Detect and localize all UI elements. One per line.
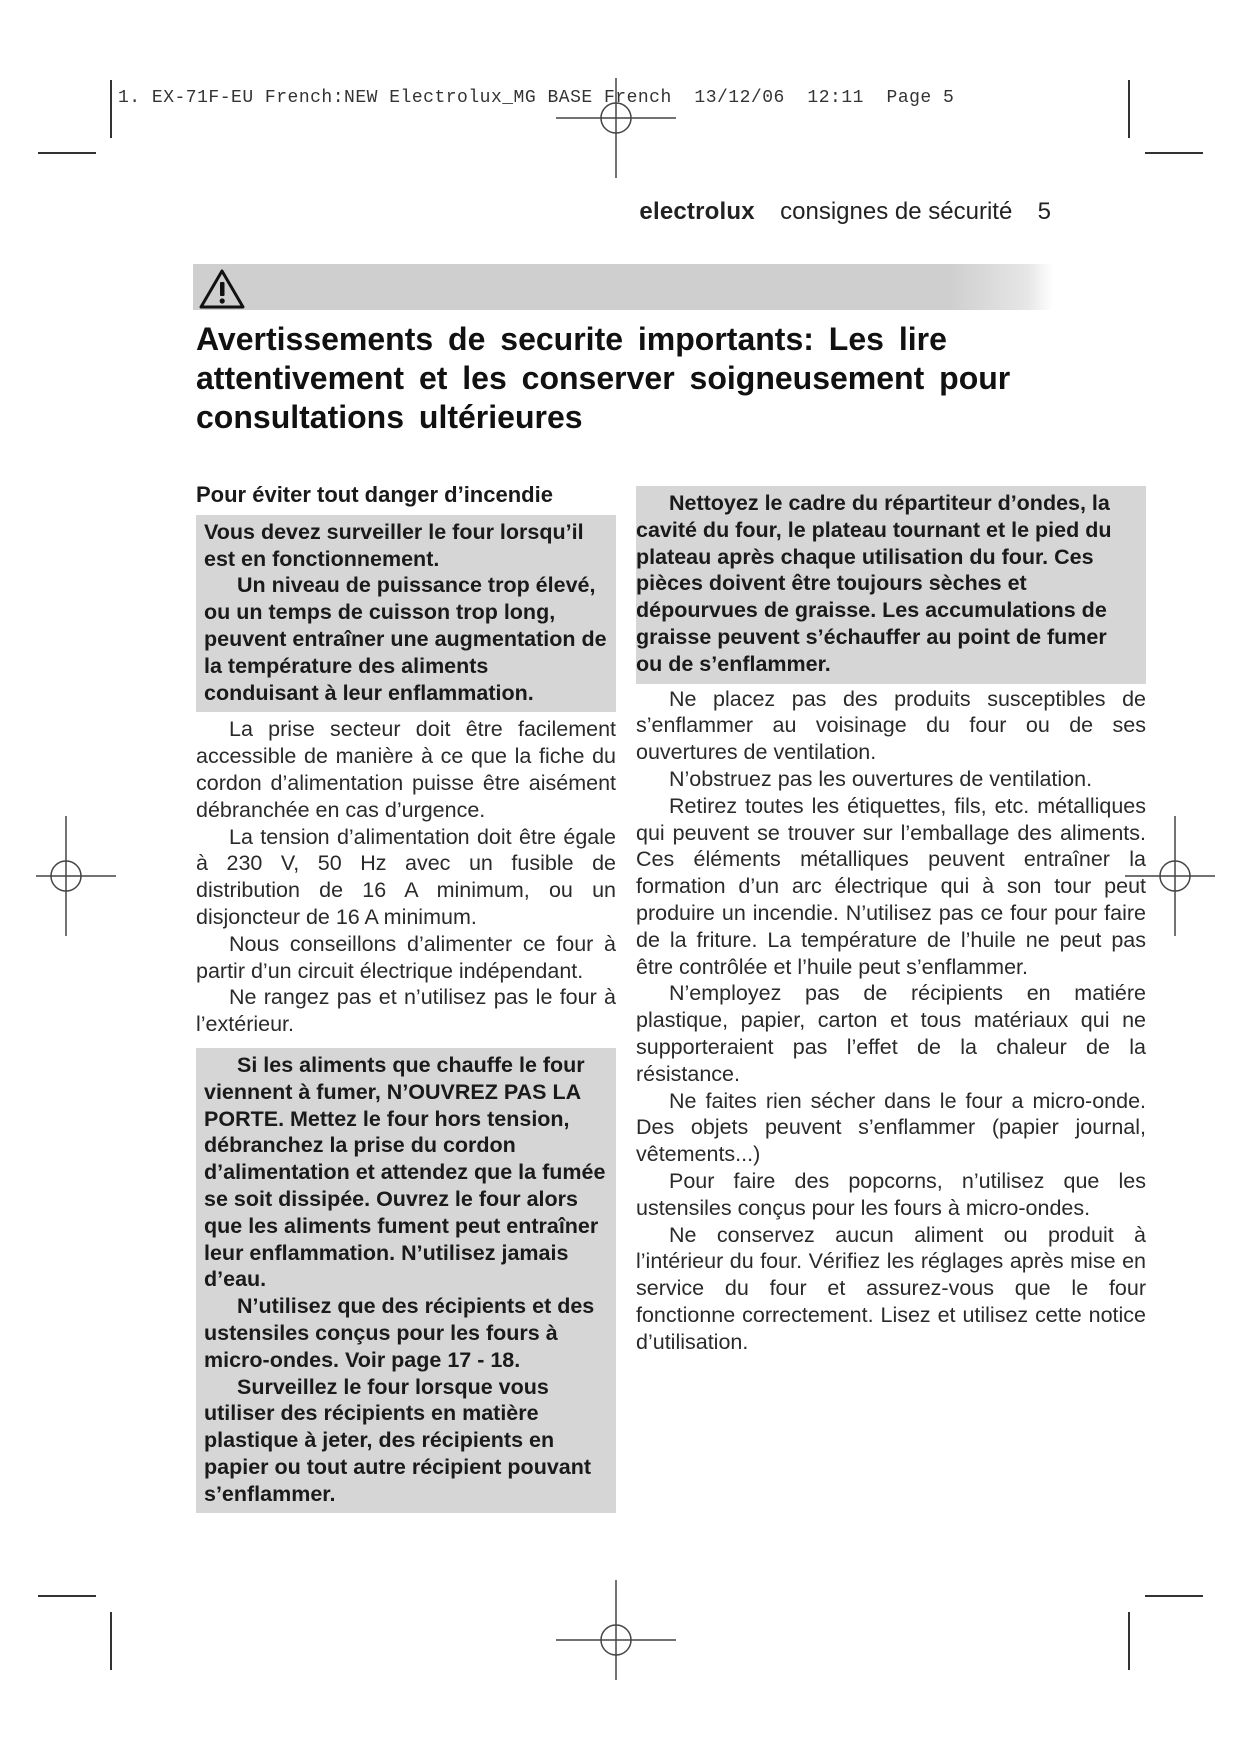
paragraph: Nous conseillons d’alimenter ce four à partir d’un circuit électrique indépendant.: [196, 931, 616, 983]
warning-paragraph: Nettoyez le cadre du répartiteur d’ondes, la cavité du four, le plateau tournant et le pied du plateau après chaque utilisation du four. Ces pièces doivent être toujours sèches et dépourvues de graisse. Les accumulations de graisse peuvent s’échauffer au point de fumer ou de s’enflammer.: [636, 491, 1112, 676]
paragraph: Ne placez pas des produits susceptibles de s’enflammer au voisinage du four ou de ses ouvertures de ventilation.: [636, 686, 1146, 765]
paragraph: La prise secteur doit être facilement accessible de manière à ce que la fiche du cordon d’alimentation puisse être aisément débranchée en cas d’urgence.: [196, 717, 616, 822]
registration-mark-icon: [556, 58, 676, 178]
paragraph: Pour faire des popcorns, n’utilisez que les ustensiles conçus pour les fours à micro-ondes.: [636, 1168, 1146, 1220]
crop-mark: [38, 152, 96, 154]
paragraph: N’obstruez pas les ouvertures de ventilation.: [669, 766, 1093, 791]
paragraph: La tension d’alimentation doit être égale à 230 V, 50 Hz avec un fusible de distribution de 16 A minimum, ou un disjoncteur de 16 A minimum.: [196, 824, 616, 929]
crop-mark: [38, 1595, 96, 1597]
page-title: Avertissements de securite importants: Les lire attentivement et les conserver soigneusement pour consultations ultérieures: [196, 321, 1011, 435]
paragraph: Ne faites rien sécher dans le four a micro-onde. Des objets peuvent s’enflammer (papier journal, vêtements...): [636, 1088, 1146, 1167]
right-column: [636, 486, 1146, 1356]
warning-banner: [193, 264, 1053, 310]
body-text: [636, 686, 1146, 1356]
registration-mark-icon: [6, 816, 126, 936]
warning-paragraph: Si les aliments que chauffe le four viennent à fumer, N’OUVREZ PAS LA PORTE. Mettez le four hors tension, débranchez la prise du cordon d’alimentation et attendez que la fumée se soit dissipée. Ouvrez le four alors que les aliments fument peut entraîner leur enflammation. N’utilisez jamais d’eau.: [204, 1052, 606, 1292]
subheading: Pour éviter tout danger d’incendie: [196, 482, 553, 507]
paragraph: N’employez pas de récipients en matiére plastique, papier, carton et tous matériaux qui ne supporteraient pas l’effet de la chaleur de la résistance.: [636, 981, 1146, 1086]
warning-paragraph: Surveillez le four lorsque vous utiliser des récipients en matière plastique à jeter, des récipients en papier ou tout autre récipient pouvant s’enflammer.: [204, 1374, 592, 1506]
warning-paragraph: Un niveau de puissance trop élevé, ou un temps de cuisson trop long, peuvent entraîner une augmentation de la température des aliments conduisant à leur enflammation.: [204, 573, 607, 705]
crop-mark: [1128, 80, 1130, 138]
warning-box: [636, 486, 1146, 684]
print-slug: 1. EX-71F-EU French:NEW Electrolux_MG BASE French 13/12/06 12:11 Page 5: [118, 88, 955, 108]
brand-name: electrolux: [639, 198, 755, 225]
crop-mark: [110, 1612, 112, 1670]
warning-box: [196, 1048, 616, 1514]
crop-mark: [1145, 1595, 1203, 1597]
warning-triangle-icon: [198, 268, 246, 310]
section-title: consignes de sécurité: [780, 198, 1013, 225]
paragraph: Ne conservez aucun aliment ou produit à l’intérieur du four. Vérifiez les réglages après mise en service du four et assurez-vous que le four fonctionne correctement. Lisez et utilisez cette notice d’utilisation.: [636, 1222, 1146, 1354]
warning-paragraph: Vous devez surveiller le four lorsqu’il est en fonctionnement.: [204, 519, 584, 571]
paragraph: Retirez toutes les étiquettes, fils, etc. métalliques qui peuvent se trouver sur l’emballage des aliments. Ces éléments métalliques peuvent entraîner la formation d’un arc électrique qui à son tour peut produire un incendie. N’utilisez pas ce four pour faire de la friture. La température de l’huile ne peut pas être contrôlée et l’huile peut s’enflammer.: [636, 793, 1146, 979]
crop-mark: [1145, 152, 1203, 154]
warning-box: [196, 515, 616, 713]
paragraph: Ne rangez pas et n’utilisez pas le four à l’extérieur.: [196, 985, 616, 1037]
warning-paragraph: N’utilisez que des récipients et des ustensiles conçus pour les fours à micro-ondes. Voir page 17 - 18.: [204, 1294, 595, 1372]
body-text: [196, 716, 616, 1038]
running-header: [639, 198, 1051, 226]
crop-mark: [1128, 1612, 1130, 1670]
crop-mark: [110, 80, 112, 138]
page-number: 5: [1037, 198, 1051, 225]
left-column: [196, 482, 616, 1517]
registration-mark-icon: [556, 1580, 676, 1700]
